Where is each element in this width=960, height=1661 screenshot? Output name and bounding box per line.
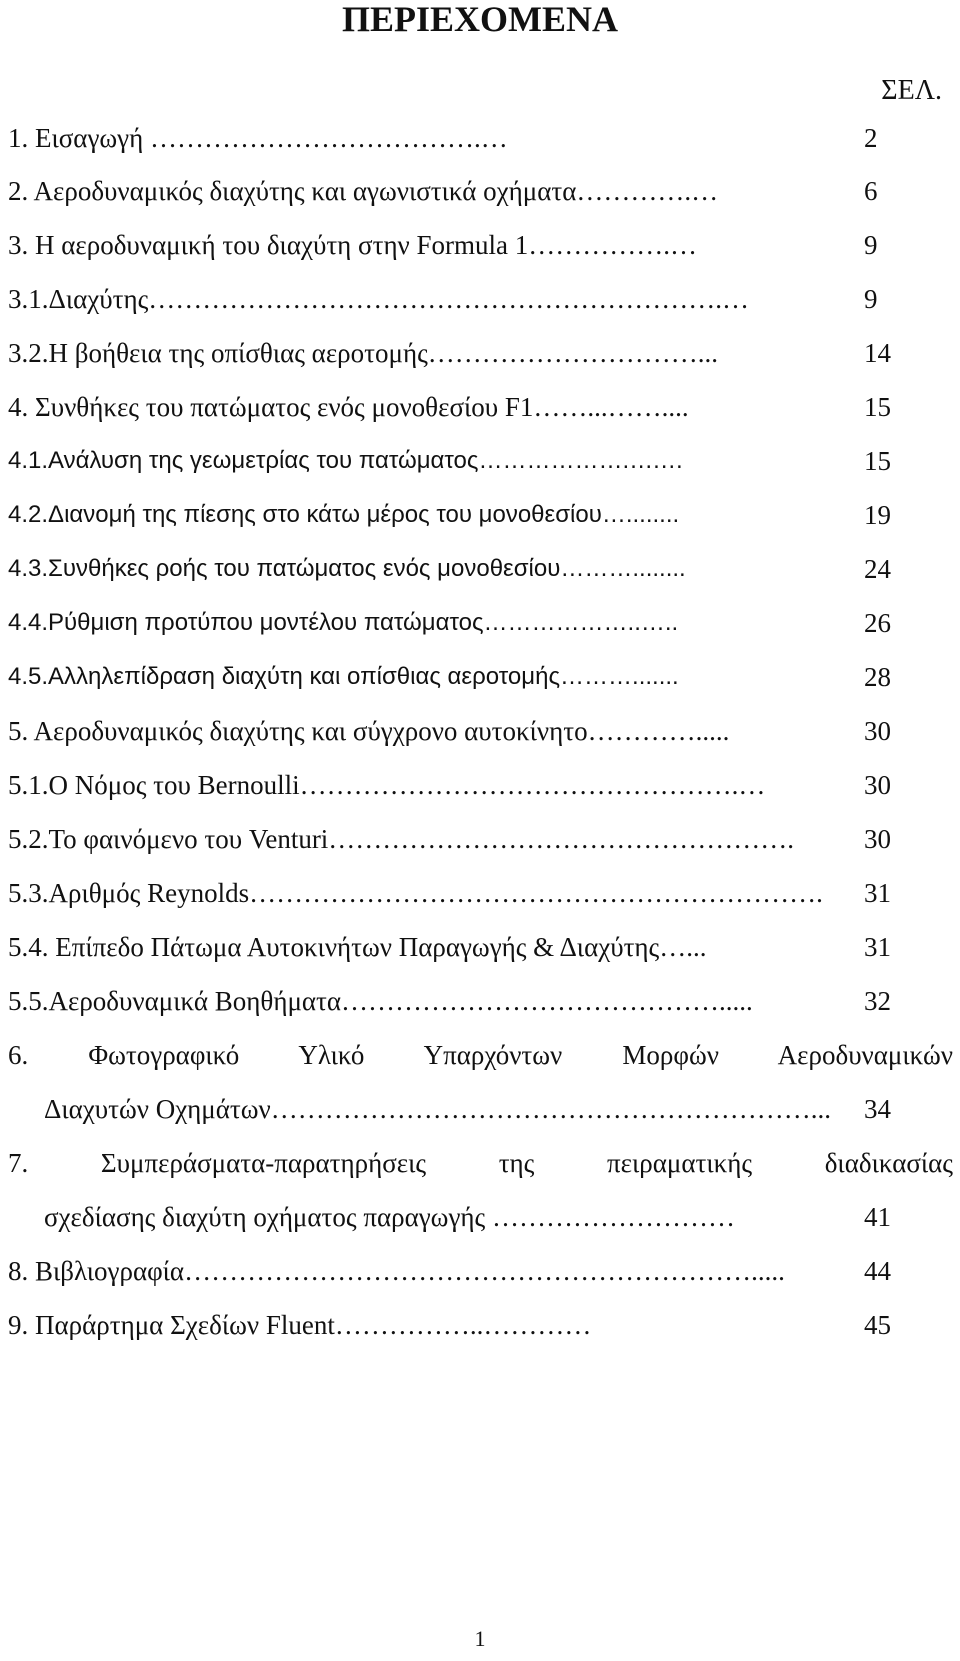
toc-entry-text: 4.1.Ανάλυση της γεωμετρίας του πατώματος……………….….…: [8, 447, 684, 474]
toc-entry-page: 9: [864, 230, 878, 260]
toc-entry-page: 31: [864, 878, 891, 908]
toc-entry-page: 15: [864, 392, 891, 422]
toc-entry-text: 4.4.Ρύθμιση προτύπου μοντέλου πατώματος………………..…..: [8, 609, 679, 636]
toc-entry-text: 7. Συμπεράσματα-παρατηρήσεις της πειραματικής διαδικασίας: [8, 1148, 953, 1178]
toc-entry-text: 5.4. Επίπεδο Πάτωμα Αυτοκινήτων Παραγωγής & Διαχύτης…...: [8, 932, 707, 962]
toc-entry-page: 44: [864, 1256, 891, 1286]
toc-entry-page: 9: [864, 284, 878, 314]
toc-entry-text: 9. Παράρτημα Σχεδίων Fluent……………..…………: [8, 1310, 592, 1340]
page-column-label: ΣΕΛ.: [881, 75, 942, 106]
toc-entry-page: 6: [864, 176, 878, 206]
toc-entry-page: 14: [864, 338, 891, 368]
toc-entry-text: 1. Εισαγωγή ……………………………….…: [8, 123, 508, 153]
toc-entry-page: 30: [864, 770, 891, 800]
toc-entry-page: 34: [864, 1094, 891, 1124]
toc-entry-text: 3.2.Η βοήθεια της οπίσθιας αεροτομής…………………………...: [8, 338, 719, 368]
toc-entry-text: 5.5.Αεροδυναμικά Βοηθήματα…………………………………….....: [8, 986, 753, 1016]
footer-page-number: 1: [474, 1626, 486, 1651]
toc-entry-text: 5. Αεροδυναμικός διαχύτης και σύγχρονο αυτοκίνητο………….....: [8, 716, 730, 746]
toc-entry-text: 3.1.Διαχύτης……………………………………………………….…: [8, 284, 750, 314]
toc-entry-page: 31: [864, 932, 891, 962]
page-title: ΠΕΡΙΕΧΟΜΕΝΑ: [341, 0, 618, 39]
toc-entry-text: 6. Φωτογραφικό Υλικό Υπαρχόντων Μορφών Αεροδυναμικών: [8, 1040, 953, 1070]
toc-entry-text: 5.3.Αριθμός Reynolds……………………………………………………….: [8, 878, 823, 908]
toc-entry-text: 4.2.Διανομή της πίεσης στο κάτω μέρος του μονοθεσίου…........: [8, 501, 680, 528]
toc-entry-page: 41: [864, 1202, 891, 1232]
toc-entry-page: 24: [864, 554, 891, 584]
toc-entry-page: 32: [864, 986, 891, 1016]
toc-entry-text-continued: σχεδίασης διαχύτη οχήματος παραγωγής ………………………: [44, 1202, 735, 1232]
toc-entry-page: 30: [864, 824, 891, 854]
toc-entry-text: 5.1.Ο Νόμος του Bernoulli………………………………………….…: [8, 770, 766, 800]
toc-entry-text: 8. Βιβλιογραφία……………………………………………………….....: [8, 1256, 785, 1286]
toc-entry-page: 30: [864, 716, 891, 746]
toc-entry-text: 5.2.Το φαινόμενο του Venturi…………………………………………….: [8, 824, 795, 854]
toc-entry-page: 45: [864, 1310, 891, 1340]
toc-entry-text-continued: Διαχυτών Οχημάτων……………………………………………………...: [44, 1094, 832, 1124]
toc-entry-page: 15: [864, 446, 891, 476]
toc-entry-text: 4.3.Συνθήκες ροής του πατώματος ενός μονοθεσίου………........: [8, 555, 686, 582]
toc-entry-page: 19: [864, 500, 891, 530]
toc-entry-text: 3. Η αεροδυναμική του διαχύτη στην Formula 1…………….…: [8, 230, 698, 260]
toc-entry-text: 4. Συνθήκες του πατώματος ενός μονοθεσίου F1……...……....: [8, 392, 689, 422]
toc-entry-page: 26: [864, 608, 891, 638]
toc-entry-text: 4.5.Αλληλεπίδραση διαχύτη και οπίσθιας αεροτομής……….......: [8, 663, 679, 690]
toc-entry-text: 2. Αεροδυναμικός διαχύτης και αγωνιστικά οχήματα………….…: [8, 176, 719, 206]
toc-entry-page: 2: [864, 123, 878, 153]
toc-entry-page: 28: [864, 662, 891, 692]
